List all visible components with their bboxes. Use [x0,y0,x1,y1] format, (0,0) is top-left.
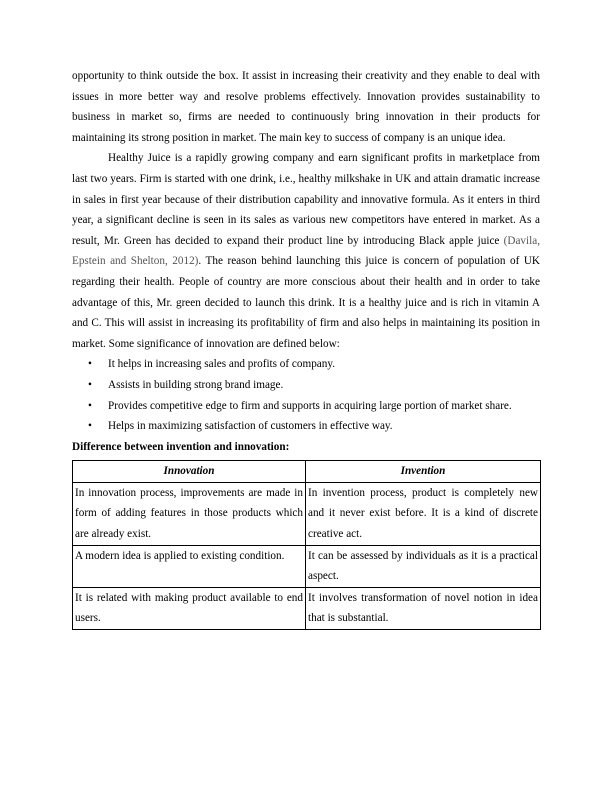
column-header-invention: Invention [306,461,541,483]
list-item [72,396,540,417]
citation: (Davila, Epstein and Shelton, 2012) [72,234,540,268]
bullet-icon: • [88,378,92,391]
column-header-innovation: Innovation [73,461,306,483]
paragraph-innovation-intro: opportunity to think outside the box. It assist in increasing their creativity and they enable to deal with issues in more better way and resolve problems effectively. Innovation provides sustainability to business in market so, firms are needed to continuously bring innovation in their products for maintaining its strong position in market. The main key to success of company is an unique idea. [72,70,540,144]
list-item [72,354,540,375]
bullet-icon: • [88,399,92,412]
table-cell: It can be assessed by individuals as it is a practical aspect. [306,545,541,587]
document-body [72,66,540,630]
table-cell: A modern idea is applied to existing condition. [73,545,306,587]
list-item-text: Helps in maximizing satisfaction of customers in effective way. [108,420,393,433]
table-row [73,587,541,629]
paragraph-text: Healthy Juice is a rapidly growing company and earn significant profits in marketplace from last two years. Firm is started with one drink, i.e., healthy milkshake in UK and attain dramatic increase in sales in first year because of their distribution capability and innovative formula. As it enters in third year, a significant decline is seen in its sales as various new competitors have entered in market. As a result, Mr. Green has decided to expand their product line by introducing Black apple juice [72,152,540,247]
table-header-row [73,461,541,483]
list-item [72,375,540,396]
list-item-text: Assists in building strong brand image. [108,378,284,391]
list-item-text: Provides competitive edge to firm and supports in acquiring large portion of market share. [108,399,512,412]
significance-list [72,354,540,436]
list-item [72,416,540,437]
bullet-icon: • [88,358,92,371]
table-cell: It involves transformation of novel notion in idea that is substantial. [306,587,541,629]
comparison-table [72,460,541,630]
table-cell: In innovation process, improvements are made in form of adding features in those products which are already exist. [73,482,306,545]
paragraph-text: . The reason behind launching this juice is concern of population of UK regarding their health. People of country are more conscious about their health and in order to take advantage of this, Mr. green decided to launch this drink. It is a healthy juice and is rich in vitamin A and C. This will assist in increasing its profitability of firm and also helps in maintaining its position in market. Some significance of innovation are defined below: [72,255,541,350]
table-heading: Difference between invention and innovation: [72,440,290,453]
list-item-text: It helps in increasing sales and profits of company. [108,358,336,371]
bullet-icon: • [88,420,92,433]
table-row [73,482,541,545]
table-cell: In invention process, product is completely new and it never exist before. It is a kind of discrete creative act. [306,482,541,545]
paragraph-healthy-juice [72,148,540,354]
table-cell: It is related with making product available to end users. [73,587,306,629]
table-row [73,545,541,587]
